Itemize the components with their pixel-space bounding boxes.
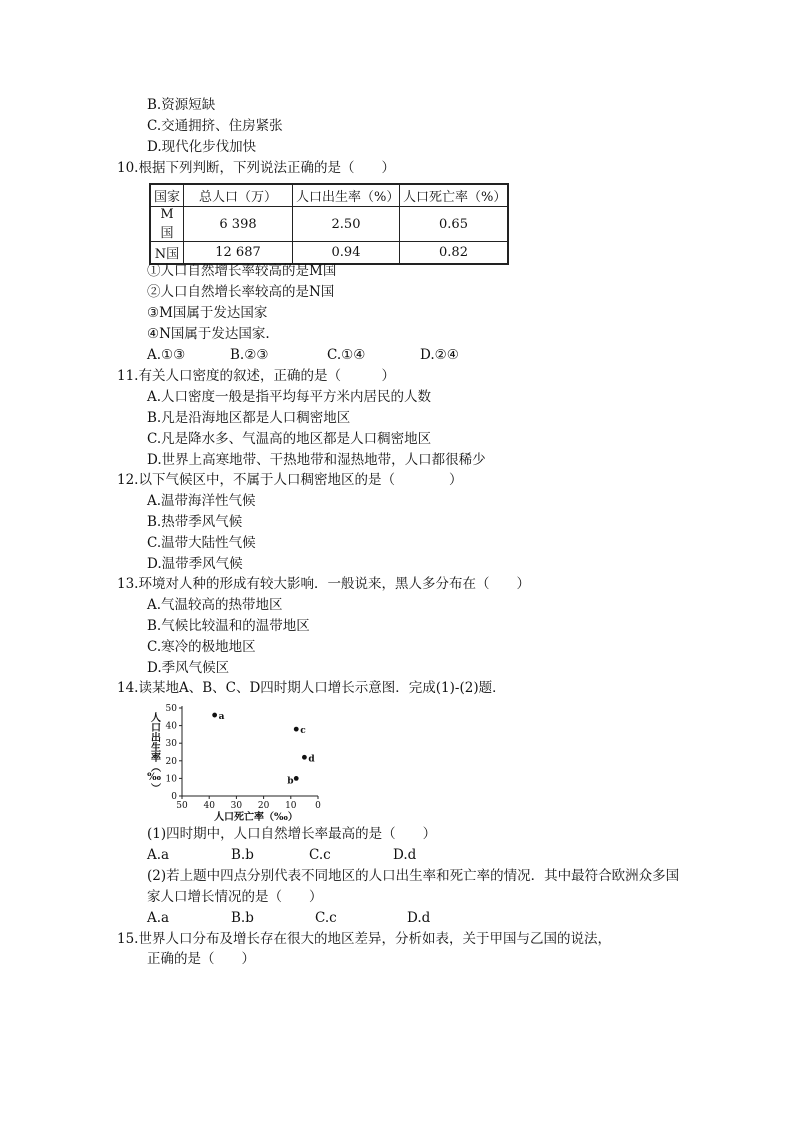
q12-stem: 12.以下气候区中，不属于人口稠密地区的是（ ）	[117, 472, 463, 488]
q14-sub2-line1: (2)若上题中四点分别代表不同地区的人口出生率和死亡率的情况．其中最符合欧洲众多国	[147, 868, 680, 884]
q11-option-d: D.世界上高寒地带、干热地带和湿热地带，人口都很稀少	[147, 452, 486, 468]
table-cell: M国	[150, 207, 184, 242]
q15-stem-line2: 正确的是（ ）	[147, 951, 255, 967]
table-cell: 0.94	[293, 242, 400, 265]
x-tick-label: 30	[230, 801, 243, 811]
y-tick-label: 10	[165, 774, 177, 785]
q9-option-d: D.现代化步伐加快	[147, 139, 257, 155]
q10-option-d: D.②④	[420, 347, 459, 363]
q10-statement-2: ②人口自然增长率较高的是N国	[147, 284, 335, 300]
table-cell: 2.50	[293, 207, 400, 242]
q10-option-c: C.①④	[327, 347, 366, 363]
q12-option-b: B.热带季风气候	[147, 514, 243, 530]
q9-option-b: B.资源短缺	[147, 97, 216, 113]
q14-sub2-option-c: C.c	[315, 910, 337, 926]
q15-stem-line1: 15.世界人口分布及增长存在很大的地区差异，分析如表，关于甲国与乙国的说法，	[117, 931, 611, 947]
table-header-cell: 国家	[150, 184, 184, 207]
x-tick-label: 50	[176, 801, 188, 811]
q11-option-b: B.凡是沿海地区都是人口稠密地区	[147, 410, 351, 426]
q11-option-c: C.凡是降水多、气温高的地区都是人口稠密地区	[147, 431, 432, 447]
point-label-d: d	[308, 754, 315, 765]
q13-stem: 13.环境对人种的形成有较大影响．一般说来，黑人多分布在（ ）	[117, 576, 530, 592]
q14-sub2-option-a: A.a	[147, 910, 170, 926]
x-tick-label: 10	[285, 801, 297, 811]
q13-option-c: C.寒冷的极地地区	[147, 639, 256, 655]
q13-option-a: A.气温较高的热带地区	[147, 597, 283, 613]
q14-sub1-option-d: D.d	[393, 847, 417, 863]
q14-sub2-option-d: D.d	[407, 910, 431, 926]
q14-stem: 14.读某地A、B、C、D四时期人口增长示意图．完成(1)-(2)题．	[117, 680, 506, 696]
q12-option-c: C.温带大陆性气候	[147, 535, 256, 551]
q14-sub2-line2: 家人口增长情况的是（ ）	[147, 889, 323, 905]
population-growth-scatter-chart	[140, 700, 340, 822]
q12-option-a: A.温带海洋性气候	[147, 493, 256, 509]
q10-option-b: B.②③	[230, 347, 269, 363]
table-row	[150, 207, 508, 242]
x-tick-label: 20	[257, 801, 270, 811]
q10-statement-4: ④N国属于发达国家.	[147, 326, 270, 342]
q10-stem: 10.根据下列判断，下列说法正确的是（ ）	[117, 160, 395, 176]
q14-sub1-options	[147, 846, 547, 864]
q10-option-a: A.①③	[147, 347, 186, 363]
table-header-cell: 总人口（万）	[184, 184, 293, 207]
q13-option-b: B.气候比较温和的温带地区	[147, 618, 310, 634]
point-label-c: c	[300, 726, 306, 737]
population-table	[149, 183, 509, 265]
data-point-a	[212, 713, 217, 718]
q14-sub1: (1)四时期中，人口自然增长率最高的是（ ）	[147, 826, 437, 842]
q11-stem: 11.有关人口密度的叙述，正确的是（ ）	[117, 368, 395, 384]
y-tick-label: 0	[171, 792, 177, 802]
y-tick-label: 50	[165, 704, 177, 714]
x-tick-label: 40	[203, 801, 215, 811]
q14-sub2-option-b: B.b	[231, 910, 254, 926]
q14-sub2-options	[147, 909, 547, 927]
table-cell: N国	[150, 242, 184, 265]
data-point-c	[294, 727, 299, 732]
point-label-b: b	[287, 776, 294, 787]
point-label-a: a	[218, 712, 225, 723]
q11-option-a: A.人口密度一般是指平均每平方米内居民的人数	[147, 389, 432, 405]
table-cell: 0.65	[400, 207, 509, 242]
q10-statement-1: ①人口自然增长率较高的是M国	[147, 263, 337, 279]
q13-option-d: D.季风气候区	[147, 660, 230, 676]
y-tick-label: 40	[165, 721, 177, 732]
table-cell: 6 398	[184, 207, 293, 242]
table-header-cell: 人口死亡率（%）	[400, 184, 509, 207]
x-axis-label: 人口死亡率（‰）	[214, 812, 298, 822]
table-cell: 0.82	[400, 242, 509, 265]
q10-statement-3: ③M国属于发达国家	[147, 305, 268, 321]
table-cell: 12 687	[184, 242, 293, 265]
q12-option-d: D.温带季风气候	[147, 556, 243, 572]
table-header-row	[150, 184, 508, 207]
data-point-b	[294, 776, 299, 781]
q14-sub1-option-a: A.a	[147, 847, 170, 863]
q14-sub1-option-b: B.b	[231, 847, 254, 863]
y-tick-label: 20	[165, 756, 177, 767]
x-tick-label: 0	[315, 801, 321, 811]
q14-sub1-option-c: C.c	[309, 847, 331, 863]
y-axis-label: 人口出生率（‰）	[148, 712, 160, 793]
data-point-d	[302, 755, 307, 760]
q9-option-c: C.交通拥挤、住房紧张	[147, 118, 283, 134]
table-row	[150, 242, 508, 265]
table-header-cell: 人口出生率（%）	[293, 184, 400, 207]
y-tick-label: 30	[165, 739, 177, 750]
q10-options	[147, 346, 547, 364]
